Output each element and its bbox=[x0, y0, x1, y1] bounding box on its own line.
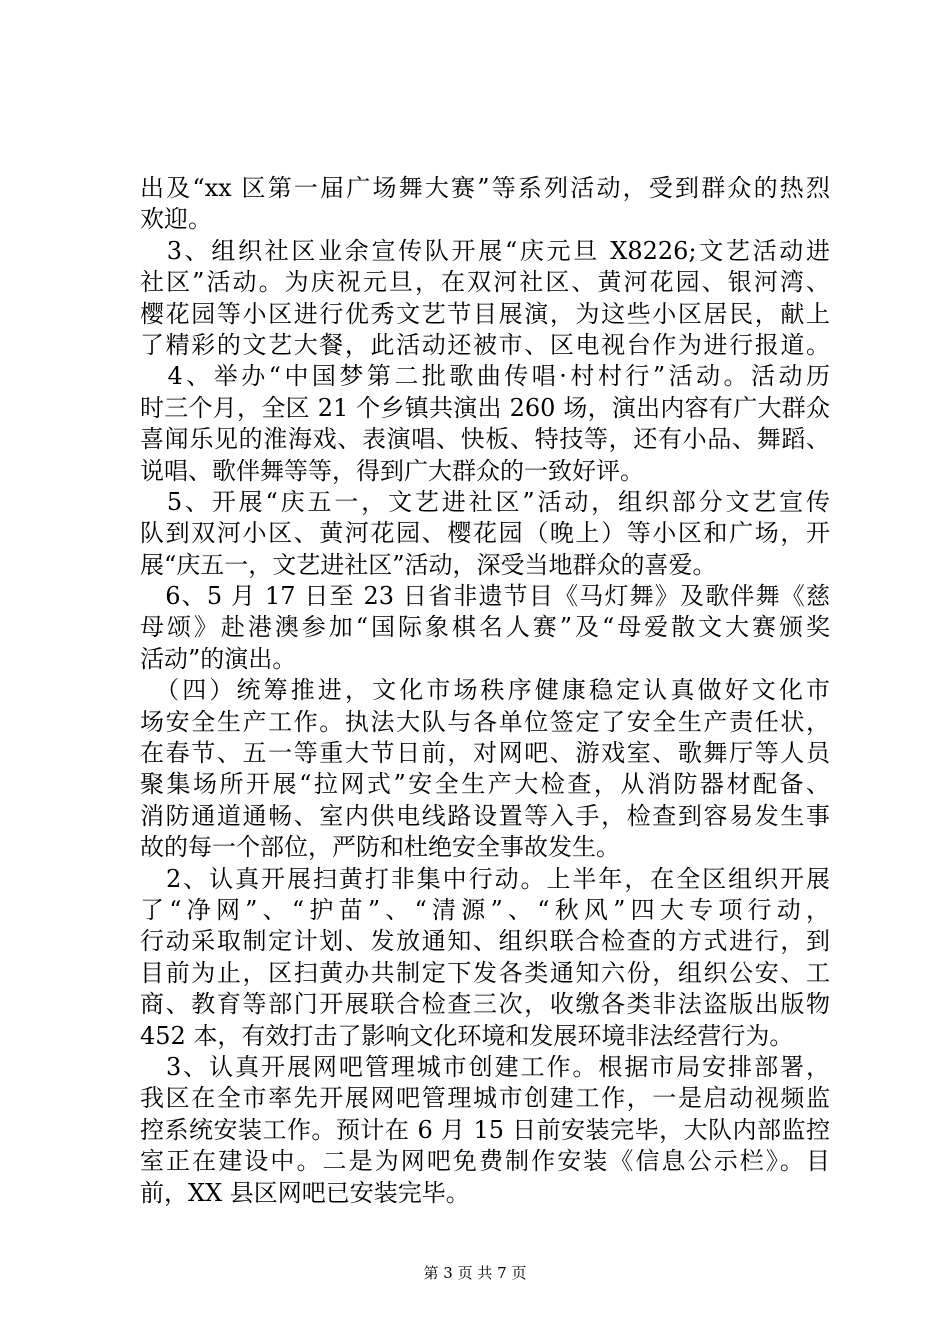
text-line: 欢迎。 bbox=[140, 205, 212, 234]
text-line: 故的每一个部位，严防和杜绝安全事故发生。 bbox=[140, 833, 620, 862]
document-body bbox=[140, 173, 830, 1209]
text-line: 时三个月，全区 21 个乡镇共演出 260 场，演出内容有广大群众 bbox=[140, 393, 830, 422]
text-line: 3、组织社区业余宣传队开展“庆元旦 X8226;文艺活动进 bbox=[140, 236, 830, 265]
text-line: 樱花园等小区进行优秀文艺节目展演，为这些小区居民，献上 bbox=[140, 299, 830, 328]
text-line: 喜闻乐见的淮海戏、表演唱、快板、特技等，还有小品、舞蹈、 bbox=[140, 425, 830, 454]
text-line: 前，XX 县区网吧已安装完毕。 bbox=[140, 1178, 470, 1207]
text-line: 5、开展“庆五一，文艺进社区”活动，组织部分文艺宣传 bbox=[140, 487, 830, 516]
text-line: 了精彩的文艺大餐，此活动还被市、区电视台作为进行报道。 bbox=[140, 330, 830, 359]
text-line: 6、5 月 17 日至 23 日省非遗节目《马灯舞》及歌伴舞《慈 bbox=[140, 582, 830, 611]
text-line: 4、举办“中国梦第二批歌曲传唱·村村行”活动。活动历 bbox=[140, 362, 830, 391]
text-line: 了“净网”、“护苗”、“清源”、“秋风”四大专项行动， bbox=[140, 895, 830, 924]
text-line: 行动采取制定计划、发放通知、组织联合检查的方式进行，到 bbox=[140, 927, 830, 956]
text-line: 3、认真开展网吧管理城市创建工作。根据市局安排部署， bbox=[140, 1052, 830, 1081]
text-line: 商、教育等部门开展联合检查三次，收缴各类非法盗版出版物 bbox=[140, 990, 830, 1019]
text-line: 2、认真开展扫黄打非集中行动。上半年，在全区组织开展 bbox=[140, 864, 830, 893]
text-line: 展“庆五一，文艺进社区”活动，深受当地群众的喜爱。 bbox=[140, 550, 717, 579]
text-line: 我区在全市率先开展网吧管理城市创建工作，一是启动视频监 bbox=[140, 1084, 830, 1113]
text-line: 在春节、五一等重大节日前，对网吧、游戏室、歌舞厅等人员 bbox=[140, 739, 830, 768]
text-line: 活动”的演出。 bbox=[140, 644, 297, 673]
text-line: 母颂》赴港澳参加“国际象棋名人赛”及“母爱散文大赛颁奖 bbox=[140, 613, 830, 642]
text-line: 场安全生产工作。执法大队与各单位签定了安全生产责任状， bbox=[140, 707, 830, 736]
text-line: 消防通道通畅、室内供电线路设置等入手，检查到容易发生事 bbox=[140, 801, 830, 830]
text-line: 队到双河小区、黄河花园、樱花园（晚上）等小区和广场，开 bbox=[140, 519, 830, 548]
text-line: 452 本，有效打击了影响文化环境和发展环境非法经营行为。 bbox=[140, 1021, 794, 1050]
text-line: 室正在建设中。二是为网吧免费制作安装《信息公示栏》。目 bbox=[140, 1147, 830, 1176]
text-line: 出及“xx 区第一届广场舞大赛”等系列活动，受到群众的热烈 bbox=[140, 174, 830, 202]
text-line: 聚集场所开展“拉网式”安全生产大检查，从消防器材配备、 bbox=[140, 770, 830, 799]
text-line: 社区”活动。为庆祝元旦，在双河社区、黄河花园、银河湾、 bbox=[140, 268, 830, 297]
text-line: 目前为止，区扫黄办共制定下发各类通知六份，组织公安、工 bbox=[140, 958, 830, 987]
text-line: （四）统筹推进，文化市场秩序健康稳定认真做好文化市 bbox=[140, 676, 830, 705]
text-line: 控系统安装工作。预计在 6 月 15 日前安装完毕，大队内部监控 bbox=[140, 1115, 830, 1144]
text-line: 说唱、歌伴舞等等，得到广大群众的一致好评。 bbox=[140, 456, 644, 485]
page-footer: 第 3 页 共 7 页 bbox=[423, 1264, 527, 1282]
